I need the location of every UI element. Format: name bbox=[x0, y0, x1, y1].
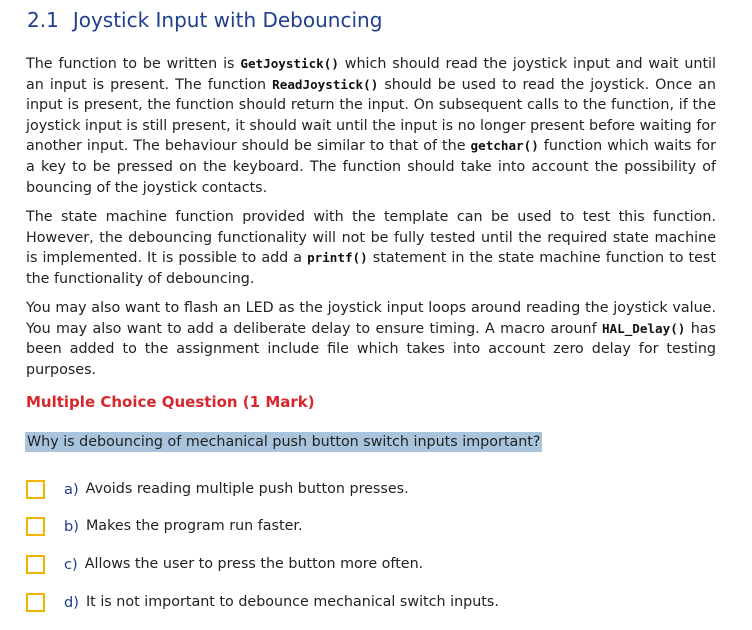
paragraph-text: The function to be written is bbox=[26, 56, 241, 72]
paragraph-text: The state machine function provided with the template can be used to test this function. However, the debouncing functionality will not be fully tested until the required state machine is implemented. It is possible to add a bbox=[26, 209, 716, 267]
code-getchar: getchar() bbox=[470, 138, 539, 154]
paragraph-text: has been added to the assignment include file which takes into account zero delay for testing purposes. bbox=[26, 320, 716, 378]
option-d[interactable] bbox=[26, 590, 499, 614]
paragraph-text: statement in the state machine function to test the functionality of debouncing. bbox=[26, 250, 716, 287]
option-text: It is not important to debounce mechanical switch inputs. bbox=[85, 594, 499, 610]
code-hal-delay: HAL_Delay() bbox=[601, 320, 686, 336]
mcq-question: Why is debouncing of mechanical push button switch inputs important? bbox=[27, 434, 541, 450]
empty-checkbox-icon[interactable] bbox=[26, 593, 45, 612]
paragraph-3 bbox=[26, 298, 716, 380]
mcq-title: Multiple Choice Question (1 Mark) bbox=[26, 393, 315, 411]
option-a[interactable] bbox=[26, 477, 409, 501]
paragraph-text: function which waits for a key to be pressed on the keyboard. The function should take into account the possibility of bouncing of the joystick contacts. bbox=[26, 138, 717, 196]
section-heading bbox=[27, 8, 382, 32]
option-b[interactable] bbox=[26, 514, 303, 538]
option-letter: c) bbox=[64, 555, 78, 573]
section-number: 2.1 bbox=[27, 8, 59, 32]
option-text: Allows the user to press the button more often. bbox=[84, 556, 424, 572]
option-letter: b) bbox=[64, 517, 79, 535]
section-title: Joystick Input with Debouncing bbox=[72, 8, 383, 32]
empty-checkbox-icon[interactable] bbox=[26, 555, 45, 574]
code-readjoystick: ReadJoystick() bbox=[272, 76, 379, 92]
empty-checkbox-icon[interactable] bbox=[26, 517, 45, 536]
code-printf: printf() bbox=[307, 250, 368, 266]
option-text: Makes the program run faster. bbox=[85, 518, 303, 534]
option-c[interactable] bbox=[26, 552, 423, 576]
paragraph-text: should be used to read the joystick. Once an input is present, the function should return the input. On subsequent calls to the function, if the joystick input is still present, it should wait until the input is no longer present before waiting for another input. The behaviour should be similar to that of the bbox=[26, 76, 716, 155]
option-text: Avoids reading multiple push button presses. bbox=[85, 481, 409, 497]
paragraph-2 bbox=[26, 207, 716, 289]
code-getjoystick: GetJoystick() bbox=[240, 56, 339, 71]
paragraph-text: which should read the joystick input and wait until an input is present. The function bbox=[26, 56, 716, 93]
paragraph-1 bbox=[26, 54, 716, 198]
option-letter: d) bbox=[64, 593, 79, 611]
empty-checkbox-icon[interactable] bbox=[26, 480, 45, 499]
paragraph-text: You may also want to flash an LED as the joystick input loops around reading the joystick value. You may also want to add a deliberate delay to ensure timing. A macro arounf bbox=[26, 300, 716, 337]
option-letter: a) bbox=[64, 480, 79, 498]
